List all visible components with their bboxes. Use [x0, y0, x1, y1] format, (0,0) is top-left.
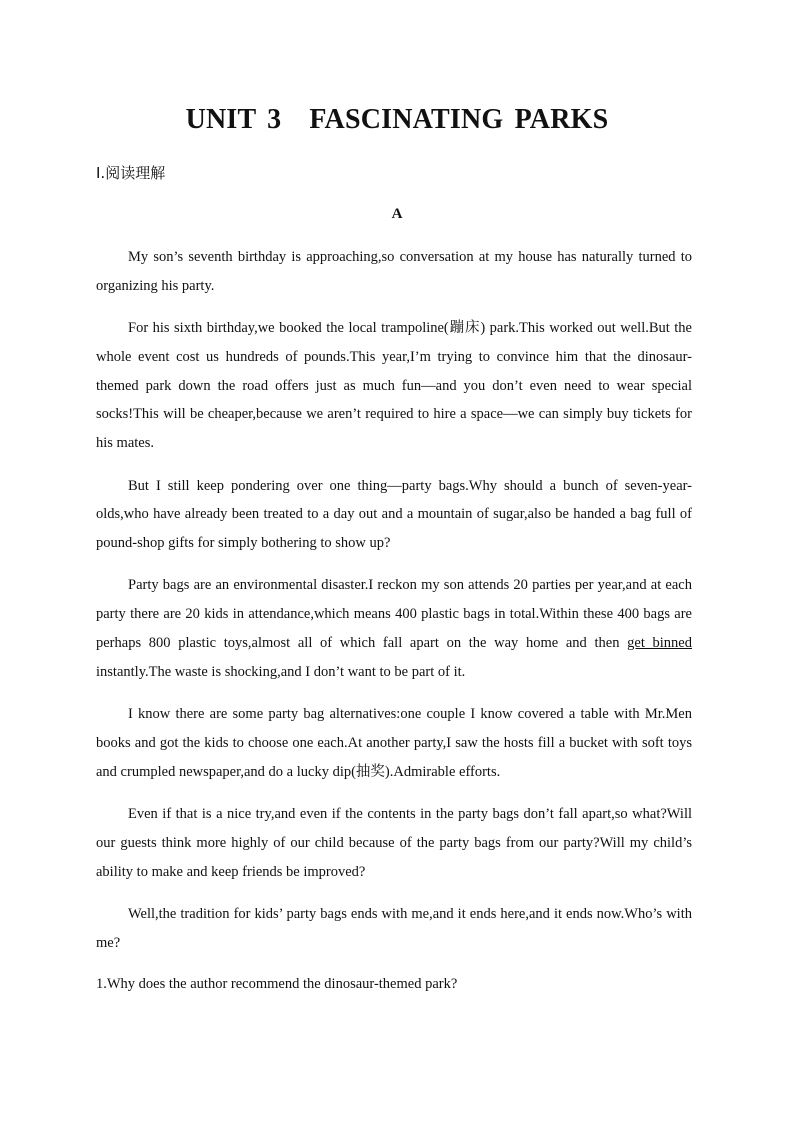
- paragraph: But I still keep pondering over one thing—party bags.Why should a bunch of seven-year-olds,who have already been treated to a day out and a mountain of sugar,also be handed a bag full of pound-shop gifts for simply bothering to show up?: [96, 477, 692, 552]
- underlined-phrase: get binned: [627, 635, 692, 652]
- question-text: Why does the author recommend the dinosaur-themed park?: [106, 976, 458, 992]
- paragraph: My son’s seventh birthday is approaching,so conversation at my house has naturally turned to organizing his party.: [96, 249, 692, 294]
- paragraph: I know there are some party bag alternatives:one couple I know covered a table with Mr.Men books and got the kids to choose one each.At another party,I saw the hosts fill a bucket with soft toys and crumpled newspaper,and do a lucky dip(抽奖).Admirable efforts.: [96, 706, 692, 780]
- paragraph: For his sixth birthday,we booked the local trampoline(蹦床) park.This worked out well.But the whole event cost us hundreds of pounds.This year,I’m trying to convince him that the dinosaur-themed park down the road offers just as much fun—and you don’t even need to wear special socks!This will be cheaper,because we aren’t required to hire a space—we can simply buy tickets for his mates.: [96, 320, 692, 452]
- question-number: 1.: [96, 976, 107, 992]
- paragraph-text: instantly.The waste is shocking,and I don’t want to be part of it.: [96, 663, 466, 680]
- passage-label: A: [391, 206, 403, 222]
- page-title: [0, 104, 794, 136]
- paragraph: Even if that is a nice try,and even if the contents in the party bags don’t fall apart,so what?Will our guests think more highly of our child because of the party bags from our party?Will my child’s ability to make and keep friends be improved?: [96, 806, 692, 880]
- title-topic: FASCINATING PARKS: [309, 104, 609, 135]
- passage-body: [96, 243, 692, 971]
- section-heading: Ⅰ.阅读理解: [96, 164, 166, 182]
- paragraph-text: Party bags are an environmental disaster.I reckon my son attends 20 parties per year,and at each party there are 20 kids in attendance,which means 400 plastic bags in total.Within these 400 bags are perhaps 800 plastic toys,almost all of which fall apart on the way home and then: [96, 577, 692, 652]
- paragraph: [96, 571, 692, 686]
- title-unit: UNIT 3: [185, 104, 282, 135]
- paragraph: Well,the tradition for kids’ party bags ends with me,and it ends here,and it ends now.Who’s with me?: [96, 905, 692, 951]
- question: [96, 970, 692, 998]
